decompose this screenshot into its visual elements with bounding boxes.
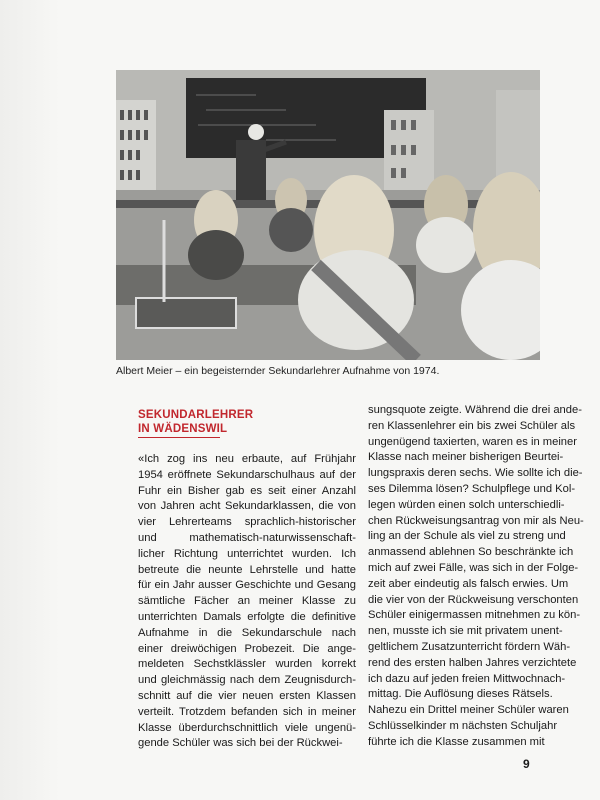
paragraph-line: mittag. Die Auflösung dieses Rätsels. xyxy=(368,688,553,701)
page-number: 9 xyxy=(523,757,530,771)
page-gutter-shadow xyxy=(0,0,60,800)
paragraph-line: geltlichem Zusatzunterricht fördern Wäh- xyxy=(368,640,571,653)
paragraph-line: gende Schüler was sich bei der Rückwei- xyxy=(138,737,343,750)
paragraph-line: Schlüsselkinder m nächsten Schuljahr xyxy=(368,719,558,732)
classroom-photo-illustration xyxy=(116,70,540,360)
paragraph-line: «Ich zog ins neu erbaute, auf Frühjahr xyxy=(138,453,356,465)
paragraph-line: und gleichmässig nach dem Zeugnisdurch- xyxy=(138,674,356,687)
left-column-text xyxy=(138,452,356,752)
paragraph-line: chen Rückweisungsantrag von mir als Neu- xyxy=(368,514,584,527)
paragraph-line: sungsquote zeigte. Während die drei ande- xyxy=(368,404,582,416)
heading-line-1: SEKUNDARLEHRER xyxy=(138,409,254,421)
paragraph-line: ren Klassenlehrer ein bis zwei Schüler als xyxy=(368,419,576,432)
paragraph-line: zeit aber eindeutig als falsch erwies. Um xyxy=(368,577,569,590)
heading-underline xyxy=(138,437,220,438)
paragraph-line: legen würden einen solch unterschiedli- xyxy=(368,498,565,511)
paragraph-line: Klasse überdurchschnittlich viele ungenü- xyxy=(138,721,356,734)
paragraph-line: für ein Jahr ausser Geschichte und Gesang xyxy=(138,579,356,592)
paragraph-line: lungspraxis deren sechs. Wie sollte ich die- xyxy=(368,467,583,480)
paragraph-line: betreute die neunte Lehrstelle und hatte xyxy=(138,563,356,576)
paragraph-line: meldeten Sechstklässler wurden korrekt xyxy=(138,658,356,671)
paragraph-line: und mathematisch-naturwissenschaft- xyxy=(138,531,356,544)
paragraph-line: licher Richtung unterrichtet wurden. Ich xyxy=(138,547,356,560)
paragraph-line: Aufnahme in die Sekundarschule nach xyxy=(138,626,356,639)
right-column-text xyxy=(368,403,584,751)
paragraph-line: 1954 eröffnete Sekundarschulhaus auf der xyxy=(138,468,356,481)
paragraph-line: die vier von der Rückweisung verschonten xyxy=(368,593,579,606)
paragraph-line: verteilt. Trotzdem befanden sich in meiner xyxy=(138,705,356,718)
paragraph-line: Fuhr ein Bisher gab es seit einer Anzahl xyxy=(138,484,356,497)
paragraph-line: führte ich die Klasse zusammen mit xyxy=(368,735,545,748)
paragraph-line: Klasse nach meiner bisherigen Beurtei- xyxy=(368,451,564,464)
paragraph-line: sämtliche Fächer an meiner Klasse zu xyxy=(138,595,356,608)
paragraph-line: anmassend ablehnen So beschränkte ich xyxy=(368,546,574,559)
paragraph-line: unterrichten Damals erfolgte die definitive xyxy=(138,610,356,623)
paragraph-line: ling an der Schule als viel zu streng und xyxy=(368,530,566,543)
classroom-photo xyxy=(116,70,540,360)
paragraph-line: Schüler einigermassen mitnehmen zu kön- xyxy=(368,609,581,622)
heading-line-2: IN WÄDENSWIL xyxy=(138,423,228,435)
paragraph-line: ses Dilemma lösen? Schulpflege und Kol- xyxy=(368,482,576,495)
paragraph-line: ungenügend taxierten, waren es in meiner xyxy=(368,435,577,448)
paragraph-line: vier Lehrerteams sprachlich-historischer xyxy=(138,516,356,529)
paragraph-line: einer dreiwöchigen Probezeit. Die ange- xyxy=(138,642,356,655)
photo-caption: Albert Meier – ein begeisternder Sekundarlehrer Aufnahme von 1974. xyxy=(116,365,440,377)
paragraph-line: mich auf zwei Fälle, was sich in der Folge- xyxy=(368,561,579,574)
section-heading xyxy=(138,408,338,436)
paragraph-line: von Jahren acht Sekundarklassen, die von xyxy=(138,500,356,513)
paragraph-line: ich dazu auf jeden freien Mittwochnach- xyxy=(368,672,566,685)
paragraph-line: nen, musste ich sie mit privatem unent- xyxy=(368,625,563,638)
paragraph-line: schnitt auf die vier neuen ersten Klassen xyxy=(138,689,356,702)
paragraph-line: rend des ersten halben Jahres verzichtete xyxy=(368,656,577,669)
paragraph-line: Nahezu ein Drittel meiner Schüler waren xyxy=(368,704,569,717)
